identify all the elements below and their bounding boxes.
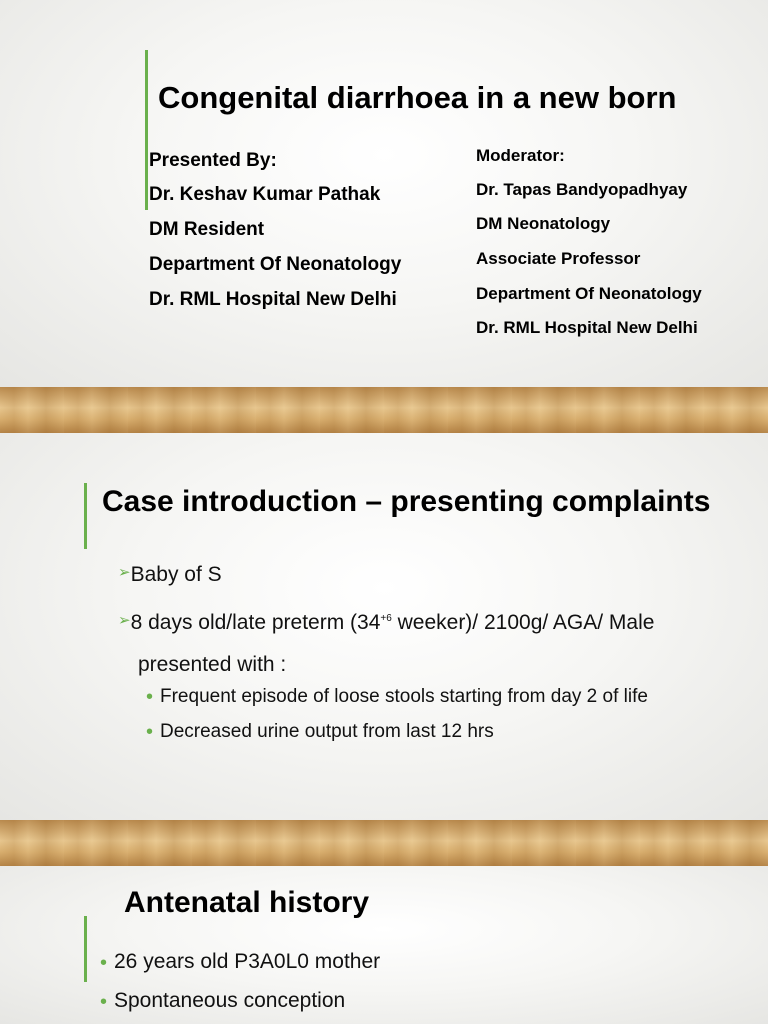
moderator-line: Department Of Neonatology: [476, 284, 702, 303]
list-item-text: 26 years old P3A0L0 mother: [114, 950, 381, 973]
moderator-line: Dr. RML Hospital New Delhi: [476, 318, 698, 337]
list-item: [100, 989, 345, 1014]
moderator-line: Associate Professor: [476, 249, 641, 268]
presenter-line: Department Of Neonatology: [149, 254, 402, 275]
list-item: [118, 611, 654, 635]
list-item-continuation: presented with :: [138, 653, 287, 676]
sub-list-item: [146, 686, 648, 709]
slide-heading: Antenatal history: [124, 886, 370, 919]
moderator-line: Moderator:: [476, 146, 565, 165]
bullet-icon: •: [146, 721, 154, 743]
list-item-text: 8 days old/late preterm (34: [130, 611, 381, 634]
accent-bar: [84, 483, 87, 549]
arrow-bullet-icon: ➢: [118, 564, 131, 581]
bullet-icon: •: [100, 991, 108, 1013]
bullet-icon: •: [100, 952, 108, 974]
slide-case-introduction: [0, 433, 768, 820]
presenter-line: Presented By:: [149, 150, 277, 171]
wood-divider: [0, 387, 768, 433]
list-item: [100, 950, 380, 975]
bullet-icon: •: [146, 686, 154, 708]
sub-list-item: [146, 721, 494, 744]
slide-antenatal-history: [0, 866, 768, 1024]
list-item-text: Spontaneous conception: [114, 989, 346, 1012]
list-item-text: weeker)/ 2100g/ AGA/ Male: [391, 611, 655, 634]
moderator-line: DM Neonatology: [476, 214, 611, 233]
list-item-superscript: +6: [380, 613, 392, 624]
sub-list-item-text: Decreased urine output from last 12 hrs: [160, 721, 494, 742]
moderator-line: Dr. Tapas Bandyopadhyay: [476, 180, 688, 199]
presenter-line: DM Resident: [149, 219, 265, 240]
list-item: [118, 563, 222, 587]
list-item-text: Baby of S: [130, 563, 222, 586]
slide-title-heading: Congenital diarrhoea in a new born: [158, 80, 677, 115]
sub-list-item-text: Frequent episode of loose stools starting from day 2 of life: [160, 686, 648, 707]
presenter-line: Dr. RML Hospital New Delhi: [149, 289, 397, 310]
accent-bar: [145, 50, 148, 210]
arrow-bullet-icon: ➢: [118, 612, 131, 629]
accent-bar: [84, 916, 87, 982]
slide-heading: Case introduction – presenting complaints: [102, 485, 711, 518]
presenter-line: Dr. Keshav Kumar Pathak: [149, 184, 381, 205]
wood-divider: [0, 820, 768, 866]
slide-title: [0, 0, 768, 387]
